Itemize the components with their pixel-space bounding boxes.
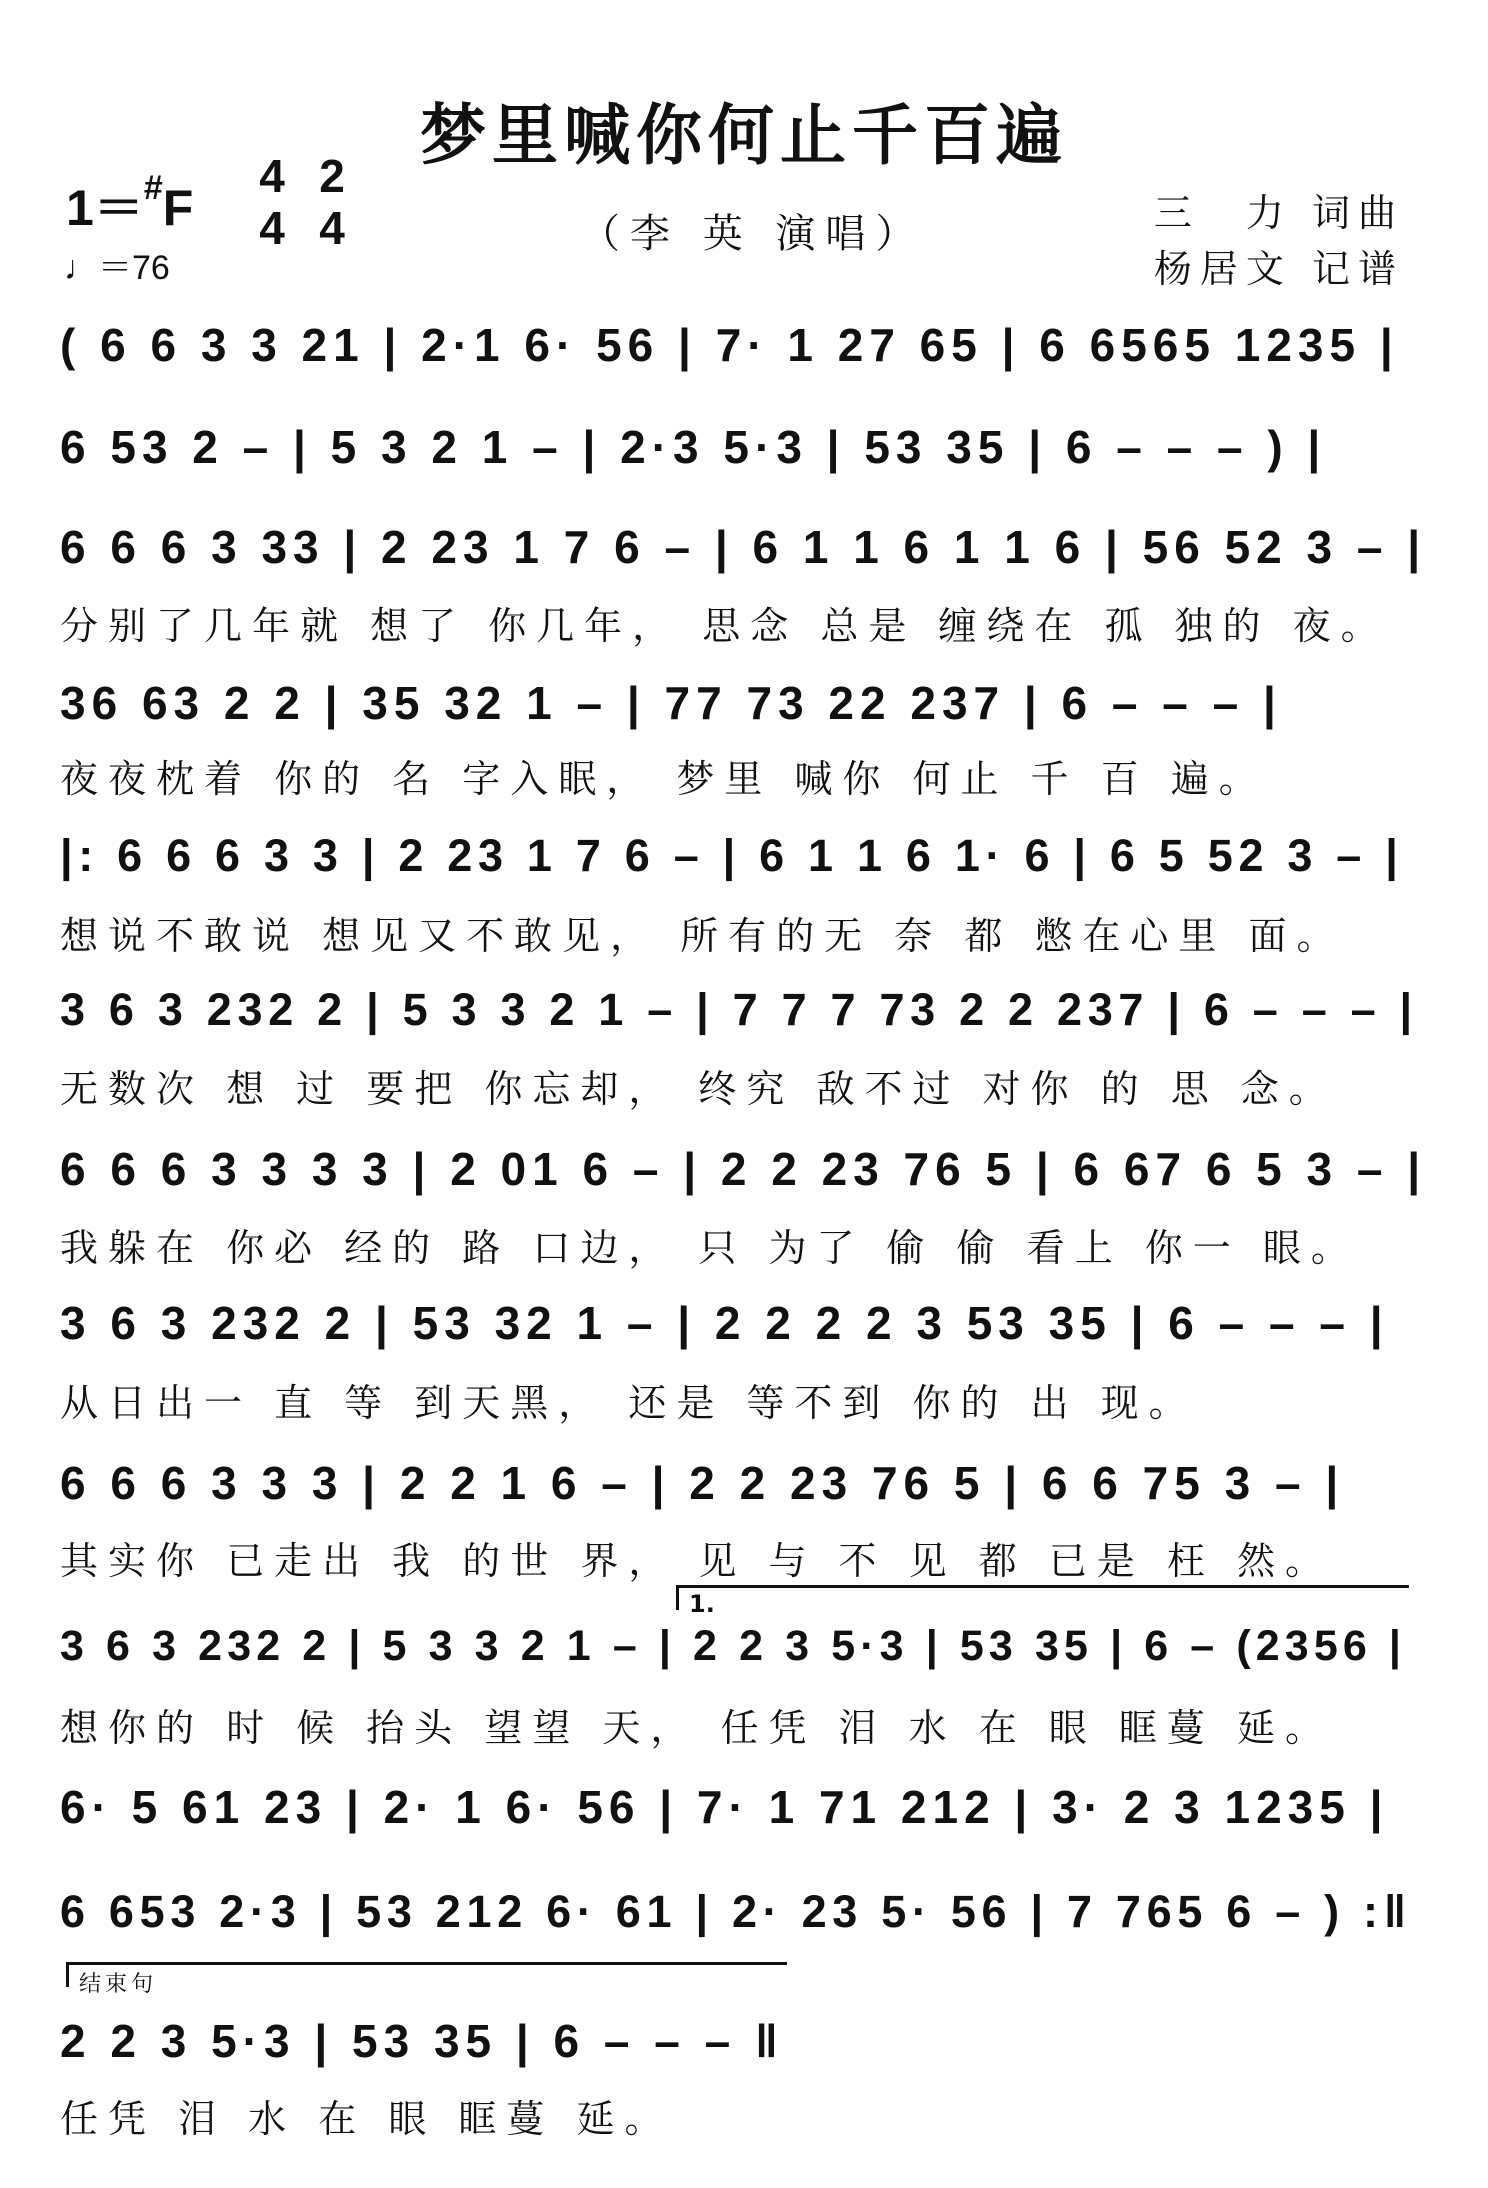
notation-line: 6 6 6 3 3 3 3 | 2 01 6 – | 2 2 23 76 5 | 6 67 6 5 3 – | [60,1143,1427,1195]
sharp-symbol: # [143,169,163,207]
singer-credit: （李 英 演唱） [580,211,926,257]
lyric-line: 夜夜枕着 你的 名 字入眠， 梦里 喊你 何止 千 百 遍。 [60,757,1267,801]
notation-line: 36 63 2 2 | 35 32 1 – | 77 73 22 237 | 6 – – – | [60,677,1282,729]
lyric-line: 从日出一 直 等 到天黑， 还是 等不到 你的 出 现。 [60,1381,1197,1425]
score-row [60,420,1440,490]
transcriber: 杨居文 记谱 [1153,247,1404,291]
first-ending-label: 1. [689,1590,715,1618]
score-row [60,1142,1440,1212]
notation-line: 6 6 6 3 33 | 2 23 1 7 6 – | 6 1 1 6 1 1 6 | 56 52 3 – | [60,521,1427,573]
score-row [60,984,1440,1054]
score-row [60,1296,1440,1366]
notation-line: 6 53 2 – | 5 3 2 1 – | 2·3 5·3 | 53 35 | 6 – – – ) | [60,421,1327,473]
lyric-line: 无数次 想 过 要把 你忘却， 终究 敌不过 对你 的 思 念。 [60,1067,1337,1111]
notation-line: 6 653 2·3 | 53 212 6· 61 | 2· 23 5· 56 | 7 765 6 – ) :‖ [60,1886,1412,1937]
time-sig-bottom: 4 [319,202,345,254]
notation-line: 3 6 3 232 2 | 5 3 3 2 1 – | 2 2 3 5·3 | 53 35 | 6 – (2356 | [60,1622,1407,1670]
ending-label: 结束句 [79,1972,158,1997]
time-sig-top: 2 [319,150,345,202]
notation-line: 3 6 3 232 2 | 53 32 1 – | 2 2 2 2 3 53 35 | 6 – – – | [60,1297,1389,1349]
score-row [60,830,1440,900]
score-row [60,1886,1440,1956]
time-signature-4-4 [250,150,294,254]
score-row [60,1780,1440,1850]
ending-bracket [66,1962,787,1997]
score-row [60,676,1440,746]
lyric-line: 想说不敢说 想见又不敢见， 所有的无 奈 都 憋在心里 面。 [60,914,1345,958]
key-signature [66,168,193,240]
first-ending-bracket [676,1585,1409,1618]
key-note: F [162,180,194,236]
song-title: 梦里喊你何止千百遍 [420,96,1068,174]
notation-line: 6 6 6 3 3 3 | 2 2 1 6 – | 2 2 23 76 5 | 6 6 75 3 – | [60,1457,1345,1509]
lyric-line: 想你的 时 候 抬头 望望 天， 任凭 泪 水 在 眼 眶蔓 延。 [60,1706,1333,1750]
lyric-line: 我躲在 你必 经的 路 口边， 只 为了 偷 偷 看上 你一 眼。 [60,1226,1359,1270]
notation-line: 6· 5 61 23 | 2· 1 6· 56 | 7· 1 71 212 | 3· 2 3 1235 | [60,1781,1389,1833]
notation-line: 3 6 3 232 2 | 5 3 3 2 1 – | 7 7 7 73 2 2 237 | 6 – – – | [60,984,1418,1035]
score-row [60,520,1440,590]
score-row [60,318,1440,388]
lyric-line: 其实你 已走出 我 的世 界， 见 与 不 见 都 已是 枉 然。 [60,1539,1333,1583]
lyric-line: 任凭 泪 水 在 眼 眶蔓 延。 [60,2097,673,2141]
time-sig-top: 4 [259,150,285,202]
tempo-mark: ♩＝76 [64,249,170,287]
lyricist-composer: 三 力 词曲 [1153,191,1404,235]
score-row [60,2014,1440,2084]
score-row [60,1456,1440,1526]
key-prefix: 1＝ [66,180,144,236]
lyric-line: 分别了几年就 想了 你几年， 思念 总是 缠绕在 孤 独的 夜。 [60,604,1389,648]
notation-line: ( 6 6 3 3 21 | 2·1 6· 56 | 7· 1 27 65 | 6 6565 1235 | [60,319,1399,371]
notation-line: |: 6 6 6 3 3 | 2 23 1 7 6 – | 6 1 1 6 1· 6 | 6 5 52 3 – | [60,830,1404,881]
score-row [60,1622,1440,1692]
time-sig-bottom: 4 [259,202,285,254]
time-signature-2-4 [310,150,354,254]
notation-line: 2 2 3 5·3 | 53 35 | 6 – – – ‖ [60,2015,784,2067]
